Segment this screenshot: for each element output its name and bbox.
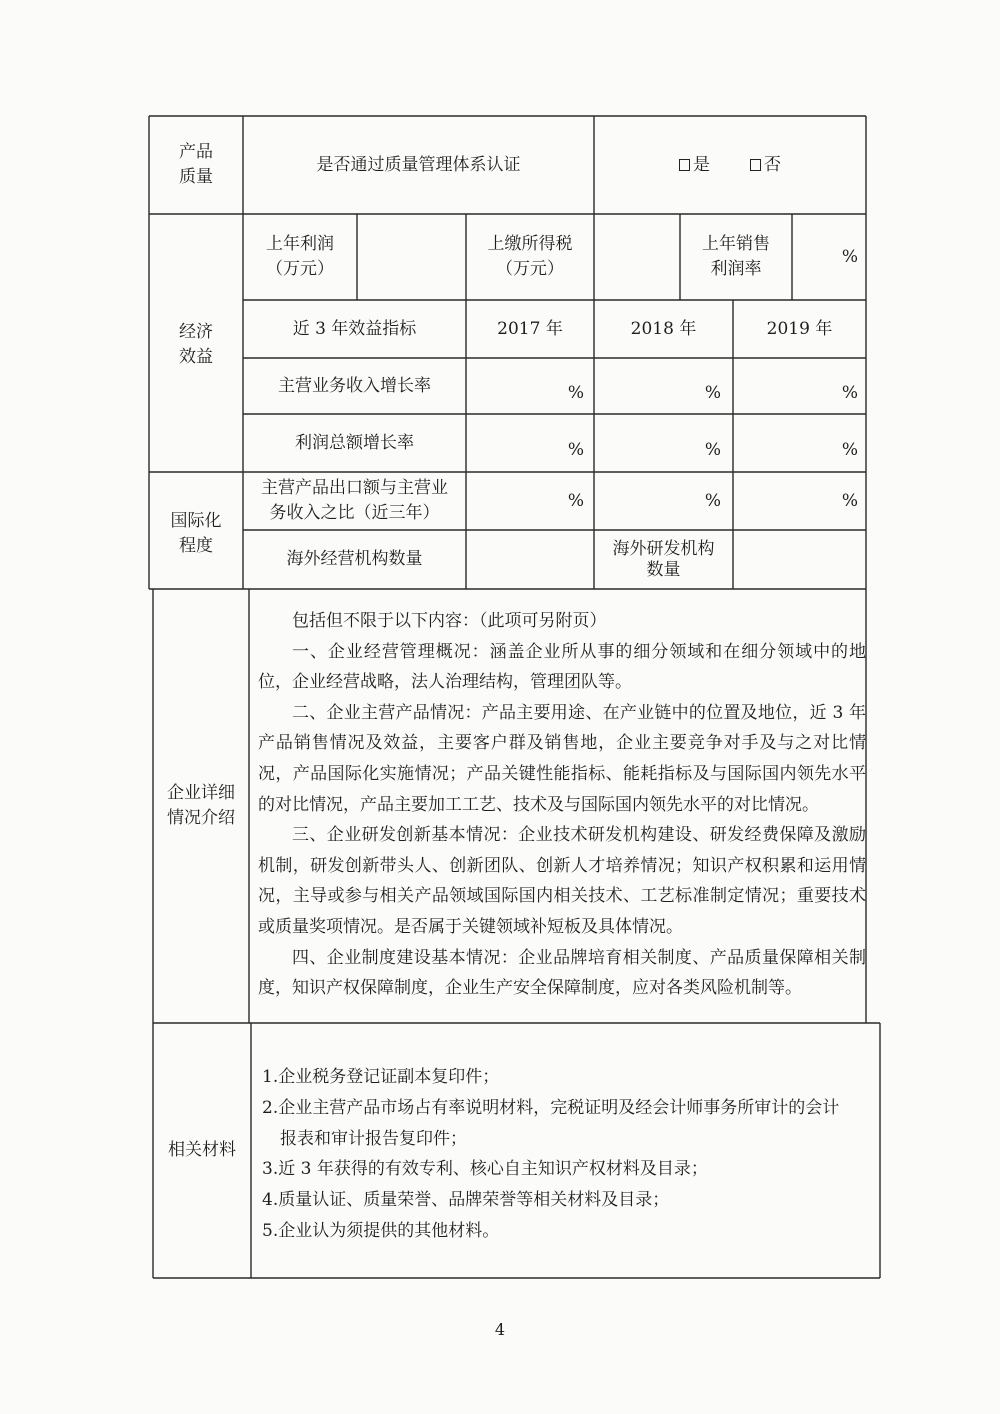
materials-item-1: 1.企业税务登记证副本复印件； [262, 1067, 500, 1087]
details-paragraph-2: 二、企业主营产品情况：产品主要用途、在产业链中的位置及地位，近 3 年产品销售情况及效益，主要客户群及销售地，企业主要竞争对手及与之对比情况，产品国际化实施情况；产品关键性能指标、能耗指标及与国际国内领先水平的对比情况，产品主要加工工艺、技术及与国际国内领先水平的对比情况。 [258, 702, 866, 815]
option-no-label: 否 [764, 154, 781, 175]
margin-value-field[interactable] [792, 214, 866, 300]
materials-list [262, 1062, 862, 1247]
profit-label [243, 214, 357, 300]
details-label-line2: 情况介绍 [167, 808, 235, 828]
economic-label-line2: 效益 [179, 347, 213, 367]
profit-value-field[interactable] [357, 214, 466, 300]
tax-label [466, 214, 594, 300]
option-yes-checkbox[interactable] [679, 153, 710, 178]
profit-label-line1: 上年利润 [266, 234, 334, 254]
materials-item-4: 4.质量认证、质量荣誉、品牌荣誉等相关材料及目录； [262, 1190, 670, 1211]
overseas-rd-field[interactable] [733, 530, 866, 589]
overseas-rd-label-line2: 数量 [646, 559, 681, 580]
year-header-2019: 2019 年 [766, 318, 833, 339]
year-header-2017: 2017 年 [497, 318, 563, 339]
option-no-checkbox[interactable] [750, 153, 781, 178]
overseas-rd-label-line1: 海外研发机构 [612, 538, 715, 559]
profit-growth-2019-field[interactable] [733, 414, 866, 472]
overseas-rd-label [594, 530, 733, 589]
indicator-header: 近 3 年效益指标 [292, 318, 417, 339]
percent-unit: % [841, 382, 858, 403]
materials-item-2-continued: 报表和审计报告复印件； [280, 1128, 467, 1149]
economic-section-label [149, 300, 243, 390]
revenue-growth-2019-field[interactable] [733, 358, 866, 414]
details-paragraph-3: 三、企业研发创新基本情况：企业技术研发机构建设、研发经费保障及激励机制，研发创新带头人、创新团队、创新人才培养情况；知识产权积累和运用情况，主导或参与相关产品领域国际国内相关技术、工艺标准制定情况；重要技术或质量奖项情况。是否属于关键领域补短板及具体情况。 [258, 825, 866, 937]
percent-unit: % [567, 490, 584, 511]
export-ratio-2019-field[interactable] [733, 472, 866, 530]
percent-unit: % [704, 382, 721, 403]
tax-label-line1: 上缴所得税 [487, 234, 573, 254]
profit-growth-2018-field[interactable] [594, 414, 733, 472]
revenue-growth-2018-field[interactable] [594, 358, 733, 414]
margin-label [680, 214, 792, 300]
quality-section-label [149, 116, 243, 214]
profit-growth-2017-field[interactable] [466, 414, 594, 472]
economic-label-line1: 经济 [179, 322, 213, 342]
export-ratio-2017-field[interactable] [466, 472, 594, 530]
overseas-ops-label: 海外经营机构数量 [286, 549, 423, 569]
percent-unit: % [841, 490, 858, 511]
materials-item-2: 2.企业主营产品市场占有率说明材料，完税证明及经会计师事务所审计的会计 [262, 1097, 840, 1118]
year-header-2018: 2018 年 [630, 318, 697, 339]
quality-label-line1: 产品 [179, 142, 213, 162]
overseas-ops-field[interactable] [466, 530, 594, 589]
quality-options [594, 116, 866, 214]
margin-label-line2: 利润率 [710, 259, 762, 279]
details-intro: 包括但不限于以下内容：（此项可另附页） [292, 611, 607, 631]
details-section-label [153, 589, 249, 1023]
percent-unit: % [841, 439, 858, 460]
quality-certification-question: 是否通过质量管理体系认证 [316, 154, 521, 175]
page-number: 4 [494, 1320, 506, 1339]
margin-unit: % [841, 246, 858, 267]
details-content [258, 606, 866, 1004]
revenue-growth-label: 主营业务收入增长率 [278, 375, 431, 396]
details-paragraph-4: 四、企业制度建设基本情况：企业品牌培育相关制度、产品质量保障相关制度，知识产权保障制度，企业生产安全保障制度，应对各类风险机制等。 [258, 947, 866, 999]
tax-value-field[interactable] [594, 214, 680, 300]
checkbox-icon [750, 159, 761, 171]
international-label-line1: 国际化 [170, 510, 222, 531]
international-label-line2: 程度 [179, 535, 213, 556]
checkbox-icon [679, 159, 690, 171]
revenue-growth-2017-field[interactable] [466, 358, 594, 414]
percent-unit: % [567, 439, 584, 460]
export-ratio-2018-field[interactable] [594, 472, 733, 530]
details-paragraph-1: 一、企业经营管理概况：涵盖企业所从事的细分领域和在细分领域中的地位，企业经营战略，法人治理结构，管理团队等。 [258, 641, 866, 693]
profit-growth-label: 利润总额增长率 [295, 432, 414, 453]
materials-item-3: 3.近 3 年获得的有效专利、核心自主知识产权材料及目录； [262, 1159, 708, 1180]
quality-label-line2: 质量 [179, 167, 213, 187]
profit-label-line2: （万元） [266, 259, 334, 279]
export-label-line1: 主营产品出口额与主营业 [261, 478, 448, 498]
percent-unit: % [704, 439, 721, 460]
percent-unit: % [704, 490, 721, 511]
details-label-line1: 企业详细 [167, 783, 235, 803]
option-yes-label: 是 [693, 154, 710, 175]
materials-item-5: 5.企业认为须提供的其他材料。 [262, 1220, 500, 1241]
tax-label-line2: （万元） [496, 259, 564, 279]
export-ratio-label [243, 472, 466, 530]
international-section-label [149, 472, 243, 589]
margin-label-line1: 上年销售 [702, 234, 770, 254]
materials-section-label: 相关材料 [168, 1140, 236, 1160]
export-label-line2: 务收入之比（近三年） [269, 503, 440, 523]
percent-unit: % [567, 382, 584, 403]
